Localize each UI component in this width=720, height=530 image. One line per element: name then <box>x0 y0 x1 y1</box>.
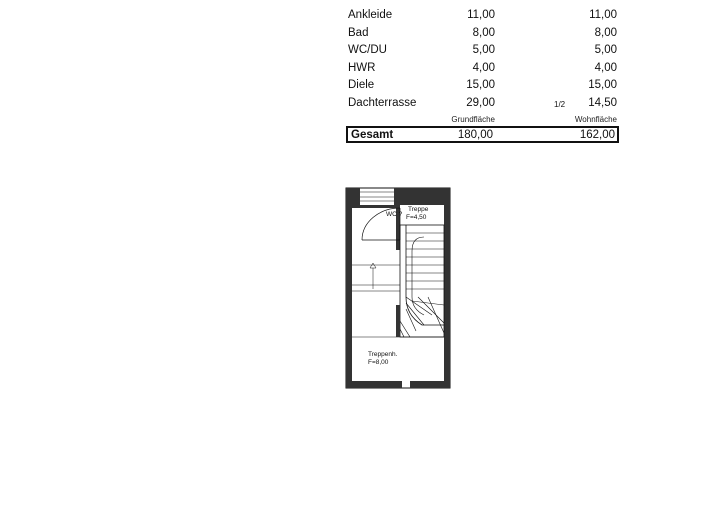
table-row <box>346 24 619 42</box>
stairwell-area: F=8,00 <box>368 359 389 366</box>
table-row <box>346 94 619 112</box>
room-name: Ankleide <box>348 9 393 21</box>
area-table <box>346 0 619 143</box>
stairwell-label: Treppenh. <box>368 351 398 358</box>
table-row <box>346 59 619 77</box>
wohnflaeche-value: 4,00 <box>594 61 617 74</box>
grundflaeche-value: 4,00 <box>472 61 495 74</box>
grundflaeche-value: 29,00 <box>466 96 495 109</box>
room-name: HWR <box>348 61 376 74</box>
total-wohnflaeche: 162,00 <box>579 128 615 141</box>
wc-label: WC ? <box>386 211 403 218</box>
wohnflaeche-value: 11,00 <box>589 9 617 21</box>
table-row <box>346 41 619 59</box>
wohnflaeche-value: 8,00 <box>594 26 617 39</box>
grundflaeche-value: 5,00 <box>472 44 495 57</box>
wohnflaeche-value: 15,00 <box>588 79 617 92</box>
grundflaeche-value: 11,00 <box>467 9 495 21</box>
column-header-wohnflaeche: Wohnfläche <box>574 114 617 124</box>
factor-value: 1/2 <box>554 99 566 109</box>
table-row <box>346 76 619 94</box>
stair-area: F=4,50 <box>406 214 427 221</box>
table-row <box>346 6 619 24</box>
room-name: Diele <box>348 79 375 92</box>
grundflaeche-value: 15,00 <box>466 79 495 92</box>
column-header-row <box>346 112 619 126</box>
total-label: Gesamt <box>351 128 394 141</box>
wohnflaeche-value: 14,50 <box>588 96 617 109</box>
floor-plan <box>340 185 460 395</box>
room-name: WC/DU <box>348 44 387 57</box>
wohnflaeche-value: 5,00 <box>594 44 617 57</box>
grundflaeche-value: 8,00 <box>472 26 495 39</box>
column-header-grundflaeche: Grundfläche <box>451 114 495 124</box>
room-name: Dachterrasse <box>348 96 417 109</box>
total-row <box>346 126 619 143</box>
stair-label: Treppe <box>408 206 429 213</box>
room-name: Bad <box>348 26 369 39</box>
total-grundflaeche: 180,00 <box>457 128 493 141</box>
